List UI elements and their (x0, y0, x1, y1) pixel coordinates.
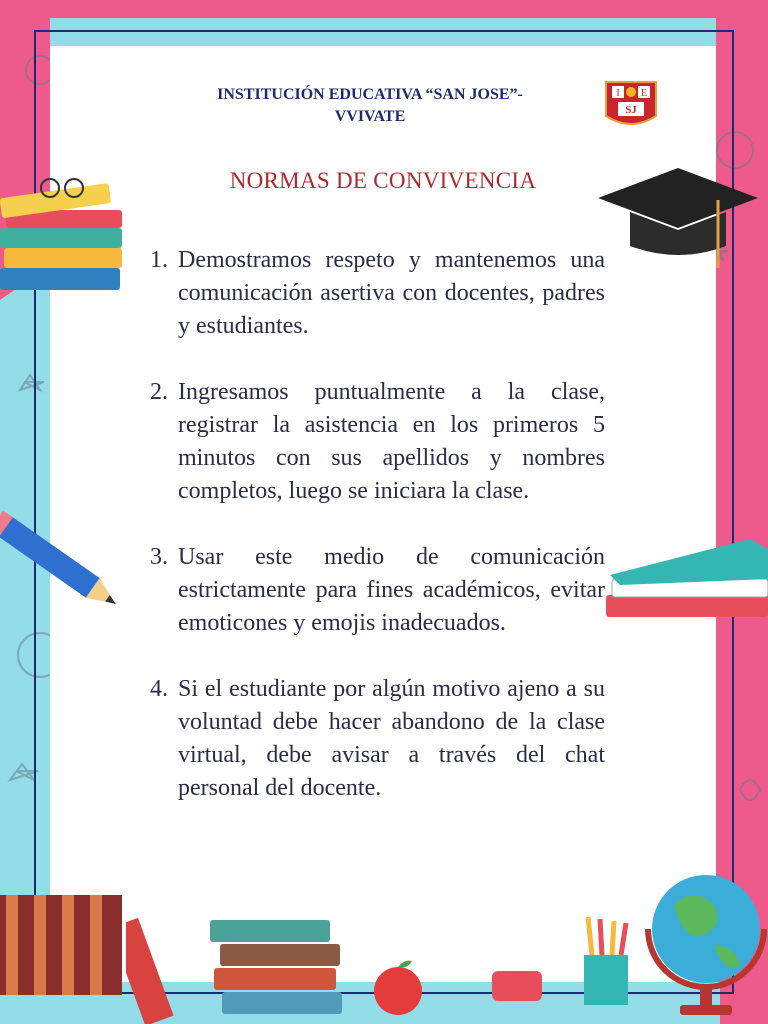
rule-item (150, 376, 605, 508)
rule-text: Demostramos respeto y mantenemos una comunicación asertiva con docentes, padres y estudiantes. (178, 247, 605, 339)
rule-number: 4. (150, 676, 168, 702)
rule-item (150, 244, 605, 343)
logo-letter-left: I (616, 88, 620, 99)
rule-number: 2. (150, 379, 168, 405)
books-stack-illustration (0, 168, 128, 308)
school-name-line1: INSTITUCIÓN EDUCATIVA “SAN JOSE”- (217, 86, 523, 103)
rules-list (150, 244, 605, 838)
rule-item (150, 541, 605, 640)
stacked-books-illustration (126, 900, 356, 1024)
logo-initials: SJ (625, 104, 637, 116)
apple-illustration (366, 955, 430, 1017)
page-title: NORMAS DE CONVIVENCIA (229, 168, 537, 193)
globe-illustration (644, 855, 768, 1024)
rule-number: 1. (150, 247, 168, 273)
bookshelf-illustration (0, 895, 122, 995)
rule-item (150, 673, 605, 805)
rule-number: 3. (150, 544, 168, 570)
graduation-cap-illustration (598, 168, 758, 278)
rule-text: Ingresamos puntualmente a la clase, registrar la asistencia en los primeros 5 minutos con sus apellidos y nombres completos, luego se iniciara la clase. (178, 379, 605, 504)
rule-text: Usar este medio de comunicación estrictamente para fines académicos, evitar emoticones y emojis inadecuados. (178, 544, 605, 636)
cup-and-pencils-illustration (488, 915, 638, 1005)
school-logo-icon (604, 80, 658, 132)
rule-text: Si el estudiante por algún motivo ajeno a su voluntad debe hacer abandono de la clase virtual, debe avisar a través del chat personal del docente. (178, 676, 605, 801)
school-name-line2: VVIVATE (334, 108, 406, 125)
open-book-illustration (600, 535, 768, 645)
logo-letter-right: E (640, 88, 648, 99)
school-header (160, 84, 580, 128)
pencil-illustration (0, 505, 130, 625)
